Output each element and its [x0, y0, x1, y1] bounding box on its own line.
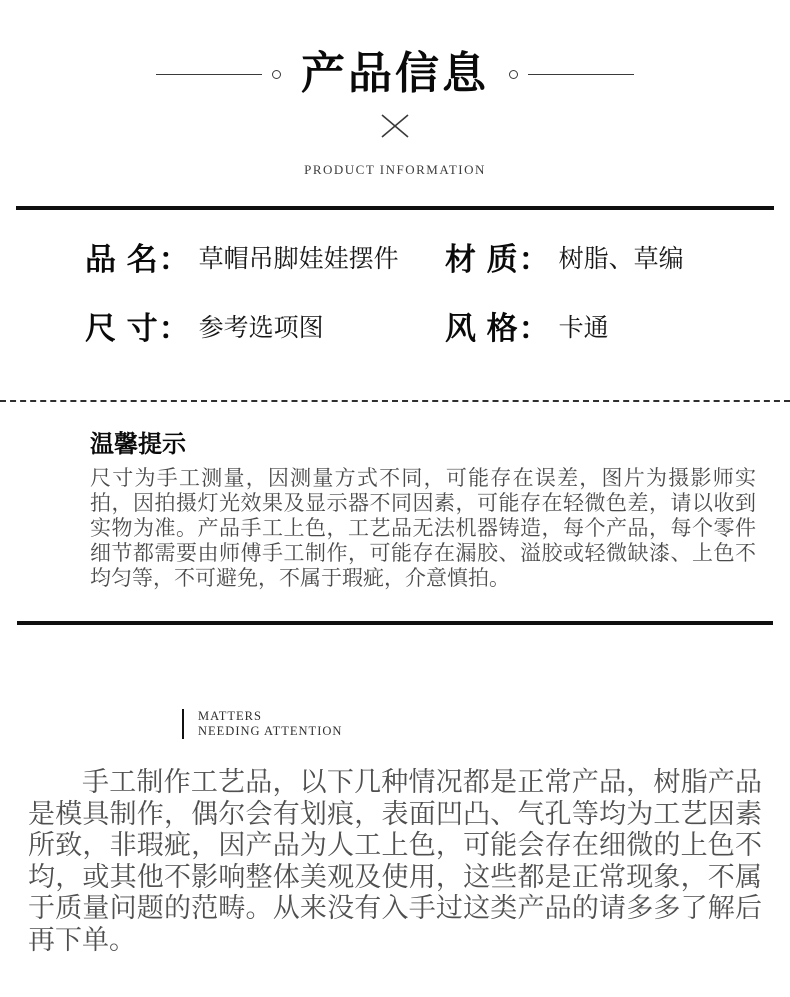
left-circle-icon: [272, 70, 281, 79]
page-title: 产品信息: [301, 49, 489, 98]
right-decorative-line: [528, 74, 634, 75]
attention-label: [182, 709, 790, 739]
detail-row-size: [85, 303, 445, 348]
title-row: [0, 50, 790, 98]
header: [0, 0, 790, 178]
detail-label: 风 格：: [445, 311, 551, 347]
detail-value: 参考选项图: [198, 313, 324, 342]
warm-tips-body: 尺寸为手工测量，因测量方式不同，可能存在误差，图片为摄影师实拍，因拍摄灯光效果及显示器不同因素，可能存在轻微色差，请以收到实物为准。产品手工上色，工艺品无法机器铸造，每个产品，每个零件细节都需要由师傅手工制作，可能存在漏胶、溢胶或轻微缺漆、上色不均匀等，不可避免，不属于瑕疵，介意慎拍。: [90, 467, 756, 591]
detail-label: 品 名：: [85, 242, 191, 278]
detail-row-name: [85, 234, 445, 279]
page-subtitle: PRODUCT INFORMATION: [304, 162, 486, 178]
detail-row-style: [445, 303, 790, 348]
detail-value: 卡通: [558, 313, 609, 342]
product-details: [0, 210, 790, 374]
detail-row-material: [445, 234, 790, 279]
detail-value: 树脂、草编: [558, 244, 684, 273]
detail-label: 尺 寸：: [85, 311, 191, 347]
detail-label: 材 质：: [445, 242, 551, 278]
attention-label-line1: MATTERS: [198, 709, 262, 724]
warm-tips-heading: 温馨提示: [90, 431, 186, 459]
x-mark-icon: [378, 112, 412, 140]
warm-tips-section: [0, 402, 790, 607]
attention-label-line2: NEEDING ATTENTION: [198, 724, 343, 739]
right-circle-icon: [509, 70, 518, 79]
bottom-divider-line: [17, 621, 773, 625]
detail-value: 草帽吊脚娃娃摆件: [198, 244, 399, 273]
left-decorative-line: [156, 74, 262, 75]
attention-body: 手工制作工艺品，以下几种情况都是正常产品，树脂产品是模具制作，偶尔会有划痕，表面凹凸、气孔等均为工艺因素所致，非瑕疵，因产品为人工上色，可能会存在细微的上色不均，或其他不影响整体美观及使用，这些都是正常现象，不属于质量问题的范畴。从来没有入手过这类产品的请多多了解后再下单。: [28, 767, 762, 955]
